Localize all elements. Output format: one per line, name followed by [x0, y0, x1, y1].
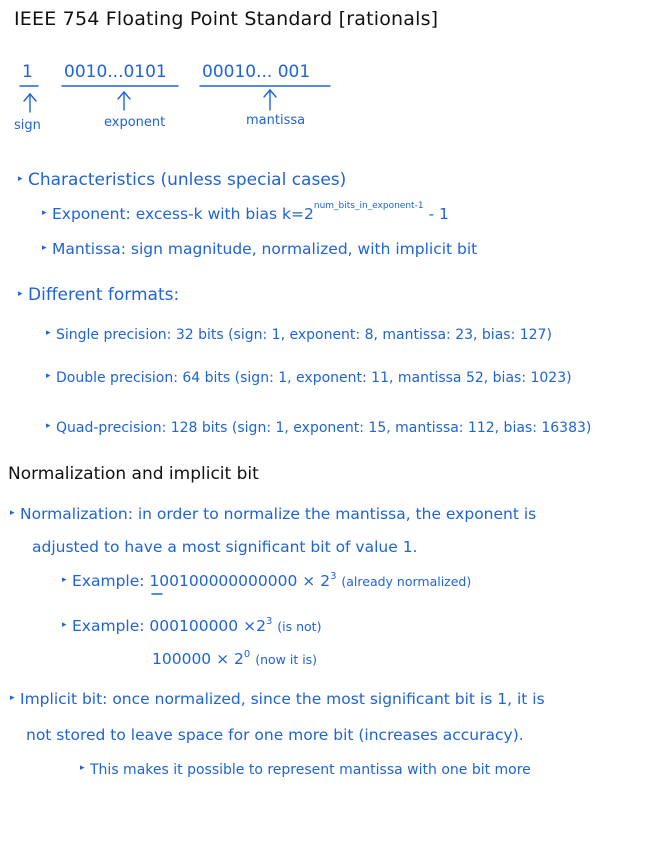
normalization-text-1: Normalization: in order to normalize the mantissa, the exponent is	[20, 505, 537, 523]
example2-mult: ×2	[243, 617, 266, 635]
example1-label: Example:	[72, 572, 145, 590]
bullet-icon: ▸	[10, 508, 15, 518]
mantissa-text: Mantissa: sign magnitude, normalized, with implicit bit	[52, 240, 478, 258]
bullet-icon: ▸	[46, 328, 51, 338]
bullet-icon: ▸	[80, 763, 85, 773]
quad-precision-line	[46, 420, 591, 436]
characteristics-heading	[18, 170, 346, 190]
exponent-superscript: num_bits_in_exponent-1	[313, 201, 424, 211]
normalization-heading: Normalization and implicit bit	[8, 464, 259, 484]
bullet-icon: ▸	[18, 174, 23, 184]
normalization-line1	[10, 505, 536, 523]
bullet-icon: ▸	[46, 421, 51, 431]
example2-note: (is not)	[277, 619, 322, 634]
sign-label: sign	[14, 118, 41, 133]
exponent-line	[42, 201, 449, 223]
formats-heading-text: Different formats:	[28, 285, 180, 305]
example2b-line	[152, 650, 317, 668]
double-precision-line	[46, 370, 572, 386]
example1-value: 100100000000000	[149, 572, 298, 590]
exponent-bits: 0010...0101	[64, 62, 167, 82]
example2-label: Example:	[72, 617, 145, 635]
example2b-exponent: 0	[243, 649, 251, 660]
formats-heading	[18, 285, 179, 305]
bullet-icon: ▸	[42, 208, 47, 218]
single-precision-text: Single precision: 32 bits (sign: 1, exponent: 8, mantissa: 23, bias: 127)	[56, 327, 552, 343]
exponent-text: Exponent: excess-k with bias k=2	[52, 205, 314, 223]
example1-note: (already normalized)	[341, 574, 472, 589]
example2b-note: (now it is)	[255, 652, 318, 667]
bullet-icon: ▸	[18, 289, 23, 299]
double-precision-text: Double precision: 64 bits (sign: 1, exponent: 11, mantissa 52, bias: 1023)	[56, 370, 572, 386]
example1-exponent: 3	[330, 571, 337, 582]
sign-bit: 1	[22, 62, 33, 82]
example2-exponent: 3	[265, 616, 273, 627]
single-precision-line	[46, 327, 552, 343]
example1-line	[62, 572, 471, 590]
example2b-value: 100000	[152, 650, 212, 668]
mantissa-bits: 00010... 001	[202, 62, 311, 82]
page-title: IEEE 754 Floating Point Standard [rationals]	[14, 8, 439, 30]
implicit-line2: not stored to leave space for one more bit (increases accuracy).	[26, 726, 524, 744]
implicit-line1	[10, 690, 545, 708]
characteristics-heading-text: Characteristics (unless special cases)	[28, 170, 347, 190]
implicit-sub-bullet	[80, 762, 531, 778]
example2-value: 000100000	[149, 617, 239, 635]
implicit-sub-text: This makes it possible to represent mantissa with one bit more	[90, 762, 531, 778]
bullet-icon: ▸	[62, 575, 67, 585]
bullet-icon: ▸	[62, 620, 67, 630]
normalization-line2: adjusted to have a most significant bit of value 1.	[32, 538, 418, 556]
quad-precision-text: Quad-precision: 128 bits (sign: 1, exponent: 15, mantissa: 112, bias: 16383)	[56, 420, 592, 436]
mantissa-line	[42, 240, 477, 258]
example1-mult: × 2	[302, 572, 331, 590]
bullet-icon: ▸	[10, 693, 15, 703]
exponent-tail: - 1	[428, 205, 449, 223]
example2b-mult: × 2	[216, 650, 244, 668]
implicit-text-1: Implicit bit: once normalized, since the most significant bit is 1, it is	[20, 690, 545, 708]
exponent-label: exponent	[104, 115, 166, 130]
example2-line	[62, 617, 321, 635]
bullet-icon: ▸	[42, 243, 47, 253]
mantissa-label: mantissa	[246, 113, 306, 128]
bullet-icon: ▸	[46, 371, 51, 381]
